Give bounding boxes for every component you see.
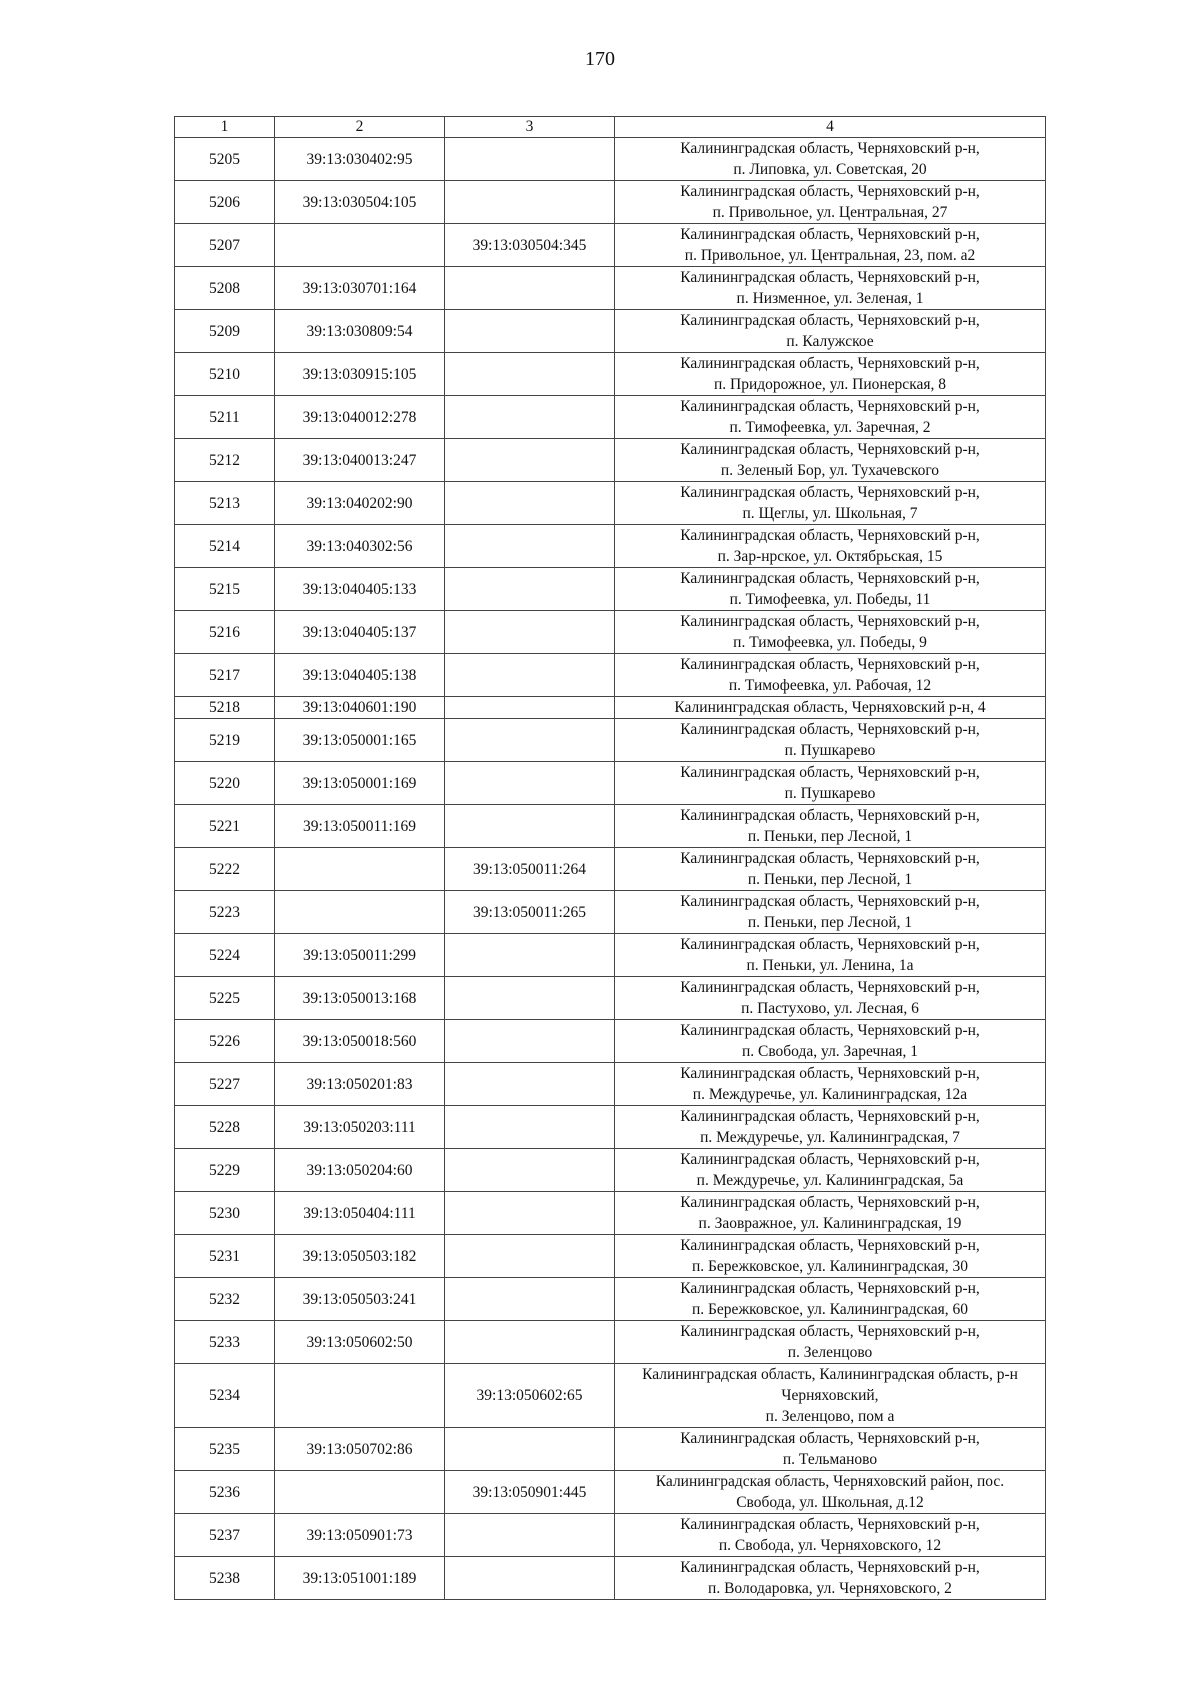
table-row [175,138,1046,181]
premises-cadastral-number-cell [445,1192,615,1235]
address-cell: Калининградская область, Черняховский р-н, п. Междуречье, ул. Калининградская, 5а [615,1149,1046,1192]
table-row [175,267,1046,310]
row-number-cell: 5212 [175,439,275,482]
premises-cadastral-number-cell [445,1149,615,1192]
cadastral-number-cell: 39:13:050013:168 [275,977,445,1020]
address-cell: Калининградская область, Черняховский р-н, п. Тимофеевка, ул. Победы, 11 [615,568,1046,611]
address-cell: Калининградская область, Черняховский р-н, п. Низменное, ул. Зеленая, 1 [615,267,1046,310]
table-row [175,1364,1046,1428]
premises-cadastral-number-cell [445,697,615,719]
premises-cadastral-number-cell [445,310,615,353]
cadastral-number-cell: 39:13:050901:73 [275,1514,445,1557]
address-cell: Калининградская область, Черняховский р-н, п. Привольное, ул. Центральная, 27 [615,181,1046,224]
table-row [175,654,1046,697]
address-cell: Калининградская область, Черняховский р-н, п. Свобода, ул. Заречная, 1 [615,1020,1046,1063]
row-number-cell: 5217 [175,654,275,697]
premises-cadastral-number-cell [445,977,615,1020]
premises-cadastral-number-cell [445,1020,615,1063]
premises-cadastral-number-cell [445,1321,615,1364]
table-row [175,697,1046,719]
address-cell: Калининградская область, Черняховский р-н, п. Бережковское, ул. Калининградская, 60 [615,1278,1046,1321]
address-cell: Калининградская область, Черняховский р-н, п. Зеленый Бор, ул. Тухачевского [615,439,1046,482]
premises-cadastral-number-cell: 39:13:050901:445 [445,1471,615,1514]
premises-cadastral-number-cell: 39:13:030504:345 [445,224,615,267]
page-number: 170 [585,48,615,70]
register-table [174,116,1046,1600]
row-number-cell: 5220 [175,762,275,805]
header-cell-4: 4 [615,117,1046,138]
address-cell: Калининградская область, Черняховский р-н, п. Свобода, ул. Черняховского, 12 [615,1514,1046,1557]
cadastral-number-cell: 39:13:050602:50 [275,1321,445,1364]
address-cell: Калининградская область, Черняховский р-н, п. Зеленцово [615,1321,1046,1364]
table-row [175,762,1046,805]
row-number-cell: 5211 [175,396,275,439]
address-cell: Калининградская область, Черняховский р-н, п. Калужское [615,310,1046,353]
table-row [175,1278,1046,1321]
premises-cadastral-number-cell [445,1428,615,1471]
row-number-cell: 5233 [175,1321,275,1364]
cadastral-number-cell [275,1364,445,1428]
row-number-cell: 5218 [175,697,275,719]
cadastral-number-cell: 39:13:040405:138 [275,654,445,697]
row-number-cell: 5213 [175,482,275,525]
address-cell: Калининградская область, Черняховский р-н, п. Междуречье, ул. Калининградская, 7 [615,1106,1046,1149]
cadastral-number-cell: 39:13:050201:83 [275,1063,445,1106]
table-row [175,719,1046,762]
address-cell: Калининградская область, Черняховский р-н, п. Щеглы, ул. Школьная, 7 [615,482,1046,525]
premises-cadastral-number-cell [445,396,615,439]
premises-cadastral-number-cell [445,568,615,611]
table-row [175,224,1046,267]
row-number-cell: 5236 [175,1471,275,1514]
table-row [175,934,1046,977]
row-number-cell: 5219 [175,719,275,762]
premises-cadastral-number-cell [445,654,615,697]
table-row [175,1557,1046,1600]
cadastral-number-cell: 39:13:050503:182 [275,1235,445,1278]
table-row [175,611,1046,654]
premises-cadastral-number-cell [445,181,615,224]
table-row [175,310,1046,353]
row-number-cell: 5208 [175,267,275,310]
address-cell: Калининградская область, Черняховский р-н, п. Бережковское, ул. Калининградская, 30 [615,1235,1046,1278]
address-cell: Калининградская область, Черняховский р-н, п. Володаровка, ул. Черняховского, 2 [615,1557,1046,1600]
premises-cadastral-number-cell [445,482,615,525]
table-row [175,396,1046,439]
table-row [175,181,1046,224]
premises-cadastral-number-cell [445,934,615,977]
cadastral-number-cell: 39:13:050204:60 [275,1149,445,1192]
premises-cadastral-number-cell [445,525,615,568]
cadastral-number-cell: 39:13:050503:241 [275,1278,445,1321]
cadastral-number-cell: 39:13:051001:189 [275,1557,445,1600]
cadastral-number-cell: 39:13:030915:105 [275,353,445,396]
row-number-cell: 5229 [175,1149,275,1192]
address-cell: Калининградская область, Черняховский р-н, п. Междуречье, ул. Калининградская, 12а [615,1063,1046,1106]
premises-cadastral-number-cell [445,611,615,654]
cadastral-number-cell: 39:13:050018:560 [275,1020,445,1063]
cadastral-number-cell: 39:13:040202:90 [275,482,445,525]
premises-cadastral-number-cell [445,762,615,805]
premises-cadastral-number-cell [445,1514,615,1557]
table-row [175,805,1046,848]
address-cell: Калининградская область, Черняховский р-н, п. Пеньки, пер Лесной, 1 [615,891,1046,934]
header-cell-1: 1 [175,117,275,138]
cadastral-number-cell: 39:13:050011:169 [275,805,445,848]
header-cell-3: 3 [445,117,615,138]
cadastral-number-cell: 39:13:040601:190 [275,697,445,719]
row-number-cell: 5214 [175,525,275,568]
address-cell: Калининградская область, Черняховский р-н, п. Тельманово [615,1428,1046,1471]
row-number-cell: 5225 [175,977,275,1020]
cadastral-number-cell: 39:13:050702:86 [275,1428,445,1471]
row-number-cell: 5226 [175,1020,275,1063]
cadastral-number-cell: 39:13:030504:105 [275,181,445,224]
table-row [175,1192,1046,1235]
premises-cadastral-number-cell [445,1557,615,1600]
address-cell: Калининградская область, Черняховский р-н, п. Пеньки, пер Лесной, 1 [615,805,1046,848]
table-row [175,353,1046,396]
address-cell: Калининградская область, Черняховский р-н, п. Пушкарево [615,762,1046,805]
premises-cadastral-number-cell [445,1278,615,1321]
cadastral-number-cell: 39:13:050011:299 [275,934,445,977]
table-row [175,1428,1046,1471]
row-number-cell: 5206 [175,181,275,224]
table-row [175,1149,1046,1192]
premises-cadastral-number-cell [445,1106,615,1149]
table-row [175,1235,1046,1278]
row-number-cell: 5224 [175,934,275,977]
table-row [175,848,1046,891]
row-number-cell: 5216 [175,611,275,654]
row-number-cell: 5232 [175,1278,275,1321]
table-row [175,439,1046,482]
address-cell: Калининградская область, Калининградская область, р-н Черняховский, п. Зеленцово, пом а [615,1364,1046,1428]
cadastral-number-cell [275,1471,445,1514]
premises-cadastral-number-cell: 39:13:050602:65 [445,1364,615,1428]
row-number-cell: 5237 [175,1514,275,1557]
cadastral-number-cell [275,224,445,267]
row-number-cell: 5205 [175,138,275,181]
row-number-cell: 5215 [175,568,275,611]
table-row [175,977,1046,1020]
premises-cadastral-number-cell [445,439,615,482]
cadastral-number-cell: 39:13:040405:137 [275,611,445,654]
cadastral-number-cell: 39:13:040405:133 [275,568,445,611]
table-row [175,1020,1046,1063]
row-number-cell: 5231 [175,1235,275,1278]
address-cell: Калининградская область, Черняховский р-н, п. Тимофеевка, ул. Победы, 9 [615,611,1046,654]
premises-cadastral-number-cell [445,1235,615,1278]
premises-cadastral-number-cell: 39:13:050011:265 [445,891,615,934]
cadastral-number-cell [275,848,445,891]
premises-cadastral-number-cell [445,138,615,181]
table-body [175,117,1046,1600]
address-cell: Калининградская область, Черняховский р-н, п. Пастухово, ул. Лесная, 6 [615,977,1046,1020]
address-cell: Калининградская область, Черняховский р-н, п. Тимофеевка, ул. Заречная, 2 [615,396,1046,439]
row-number-cell: 5228 [175,1106,275,1149]
address-cell: Калининградская область, Черняховский р-н, 4 [615,697,1046,719]
table-row [175,891,1046,934]
table-row [175,568,1046,611]
header-cell-2: 2 [275,117,445,138]
address-cell: Калининградская область, Черняховский р-н, п. Тимофеевка, ул. Рабочая, 12 [615,654,1046,697]
table-row [175,1321,1046,1364]
address-cell: Калининградская область, Черняховский р-н, п. Заовражное, ул. Калининградская, 19 [615,1192,1046,1235]
table-row [175,1106,1046,1149]
address-cell: Калининградская область, Черняховский р-н, п. Липовка, ул. Советская, 20 [615,138,1046,181]
cadastral-number-cell: 39:13:040302:56 [275,525,445,568]
row-number-cell: 5230 [175,1192,275,1235]
address-cell: Калининградская область, Черняховский р-н, п. Привольное, ул. Центральная, 23, пом. а2 [615,224,1046,267]
cadastral-number-cell: 39:13:040012:278 [275,396,445,439]
cadastral-number-cell: 39:13:050404:111 [275,1192,445,1235]
row-number-cell: 5222 [175,848,275,891]
address-cell: Калининградская область, Черняховский р-н, п. Пеньки, ул. Ленина, 1а [615,934,1046,977]
table-row [175,525,1046,568]
address-cell: Калининградская область, Черняховский р-н, п. Пушкарево [615,719,1046,762]
cadastral-number-cell: 39:13:030402:95 [275,138,445,181]
cadastral-number-cell: 39:13:050001:169 [275,762,445,805]
row-number-cell: 5227 [175,1063,275,1106]
row-number-cell: 5221 [175,805,275,848]
address-cell: Калининградская область, Черняховский р-н, п. Зар-нрское, ул. Октябрьская, 15 [615,525,1046,568]
row-number-cell: 5210 [175,353,275,396]
address-cell: Калининградская область, Черняховский р-н, п. Пеньки, пер Лесной, 1 [615,848,1046,891]
table-row [175,1471,1046,1514]
cadastral-number-cell: 39:13:050203:111 [275,1106,445,1149]
table-row [175,482,1046,525]
cadastral-number-cell [275,891,445,934]
premises-cadastral-number-cell: 39:13:050011:264 [445,848,615,891]
address-cell: Калининградская область, Черняховский р-н, п. Придорожное, ул. Пионерская, 8 [615,353,1046,396]
row-number-cell: 5234 [175,1364,275,1428]
premises-cadastral-number-cell [445,805,615,848]
premises-cadastral-number-cell [445,353,615,396]
premises-cadastral-number-cell [445,719,615,762]
row-number-cell: 5223 [175,891,275,934]
row-number-cell: 5209 [175,310,275,353]
table-row [175,1063,1046,1106]
premises-cadastral-number-cell [445,1063,615,1106]
cadastral-number-cell: 39:13:040013:247 [275,439,445,482]
row-number-cell: 5207 [175,224,275,267]
header-row [175,117,1046,138]
premises-cadastral-number-cell [445,267,615,310]
cadastral-number-cell: 39:13:030809:54 [275,310,445,353]
cadastral-number-cell: 39:13:030701:164 [275,267,445,310]
address-cell: Калининградская область, Черняховский район, пос. Свобода, ул. Школьная, д.12 [615,1471,1046,1514]
row-number-cell: 5238 [175,1557,275,1600]
row-number-cell: 5235 [175,1428,275,1471]
table-row [175,1514,1046,1557]
cadastral-number-cell: 39:13:050001:165 [275,719,445,762]
